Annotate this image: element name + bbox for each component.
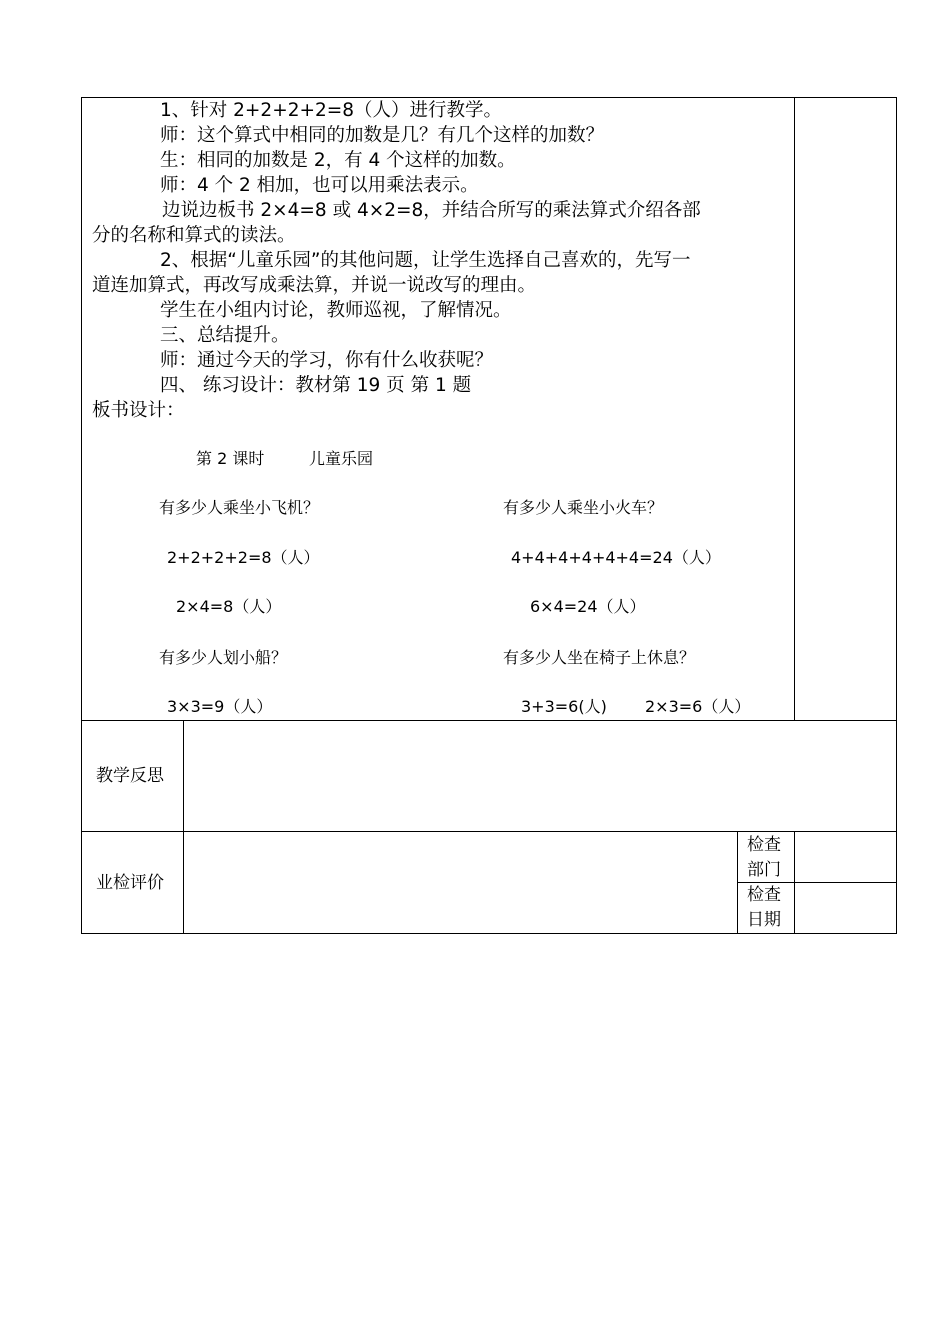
reflection-label: 教学反思 <box>96 766 164 786</box>
lesson-line-13: 板书设计： <box>92 400 185 421</box>
check-date-label: 检查日期 <box>747 885 781 930</box>
board-title-lesson: 第 2 课时 <box>196 449 265 468</box>
lesson-line-1: 1、针对 2+2+2+2=8（人）进行教学。 <box>160 100 503 121</box>
board-right-question-2: 有多少人坐在椅子上休息？ <box>503 648 696 667</box>
board-left-question-1: 有多少人乘坐小飞机？ <box>159 498 320 517</box>
lesson-line-3: 生：相同的加数是 2，有 4 个这样的加数。 <box>160 150 516 171</box>
content-reflection-divider <box>81 720 897 721</box>
reflection-review-divider <box>81 831 897 832</box>
review-label: 业检评价 <box>96 873 164 893</box>
check-department-label: 检查部门 <box>747 835 781 880</box>
board-right-answer-1: 4+4+4+4+4+4=24（人） <box>511 548 721 567</box>
board-right-question-1: 有多少人乘坐小火车？ <box>503 498 664 517</box>
label-column-divider <box>183 720 184 934</box>
board-left-answer-3: 3×3=9（人） <box>167 697 273 716</box>
board-title-topic: 儿童乐园 <box>309 449 374 468</box>
board-left-question-2: 有多少人划小船？ <box>159 648 288 667</box>
lesson-line-10: 三、总结提升。 <box>160 325 290 346</box>
board-left-answer-2: 2×4=8（人） <box>176 597 282 616</box>
lesson-line-6: 分的名称和算式的读法。 <box>92 225 296 246</box>
lesson-line-9: 学生在小组内讨论，教师巡视，了解情况。 <box>160 300 512 321</box>
lesson-line-2: 师：这个算式中相同的加数是几？有几个这样的加数？ <box>160 125 605 146</box>
board-right-answer-3b: 2×3=6（人） <box>645 697 751 716</box>
lesson-line-5: 边说边板书 2×4=8 或 4×2=8，并结合所写的乘法算式介绍各部 <box>162 200 701 221</box>
lesson-line-12: 四、 练习设计：教材第 19 页 第 1 题 <box>160 375 472 396</box>
board-right-answer-3a: 3+3=6(人) <box>521 697 607 716</box>
lesson-line-4: 师：4 个 2 相加，也可以用乘法表示。 <box>160 175 479 196</box>
lesson-line-7: 2、根据“儿童乐园”的其他问题，让学生选择自己喜欢的，先写一 <box>160 250 691 271</box>
lesson-line-11: 师：通过今天的学习，你有什么收获呢？ <box>160 350 494 371</box>
lesson-line-8: 道连加算式，再改写成乘法算，并说一说改写的理由。 <box>92 275 537 296</box>
board-right-answer-2: 6×4=24（人） <box>530 597 646 616</box>
board-left-answer-1: 2+2+2+2=8（人） <box>167 548 320 567</box>
right-column-divider <box>794 97 795 721</box>
